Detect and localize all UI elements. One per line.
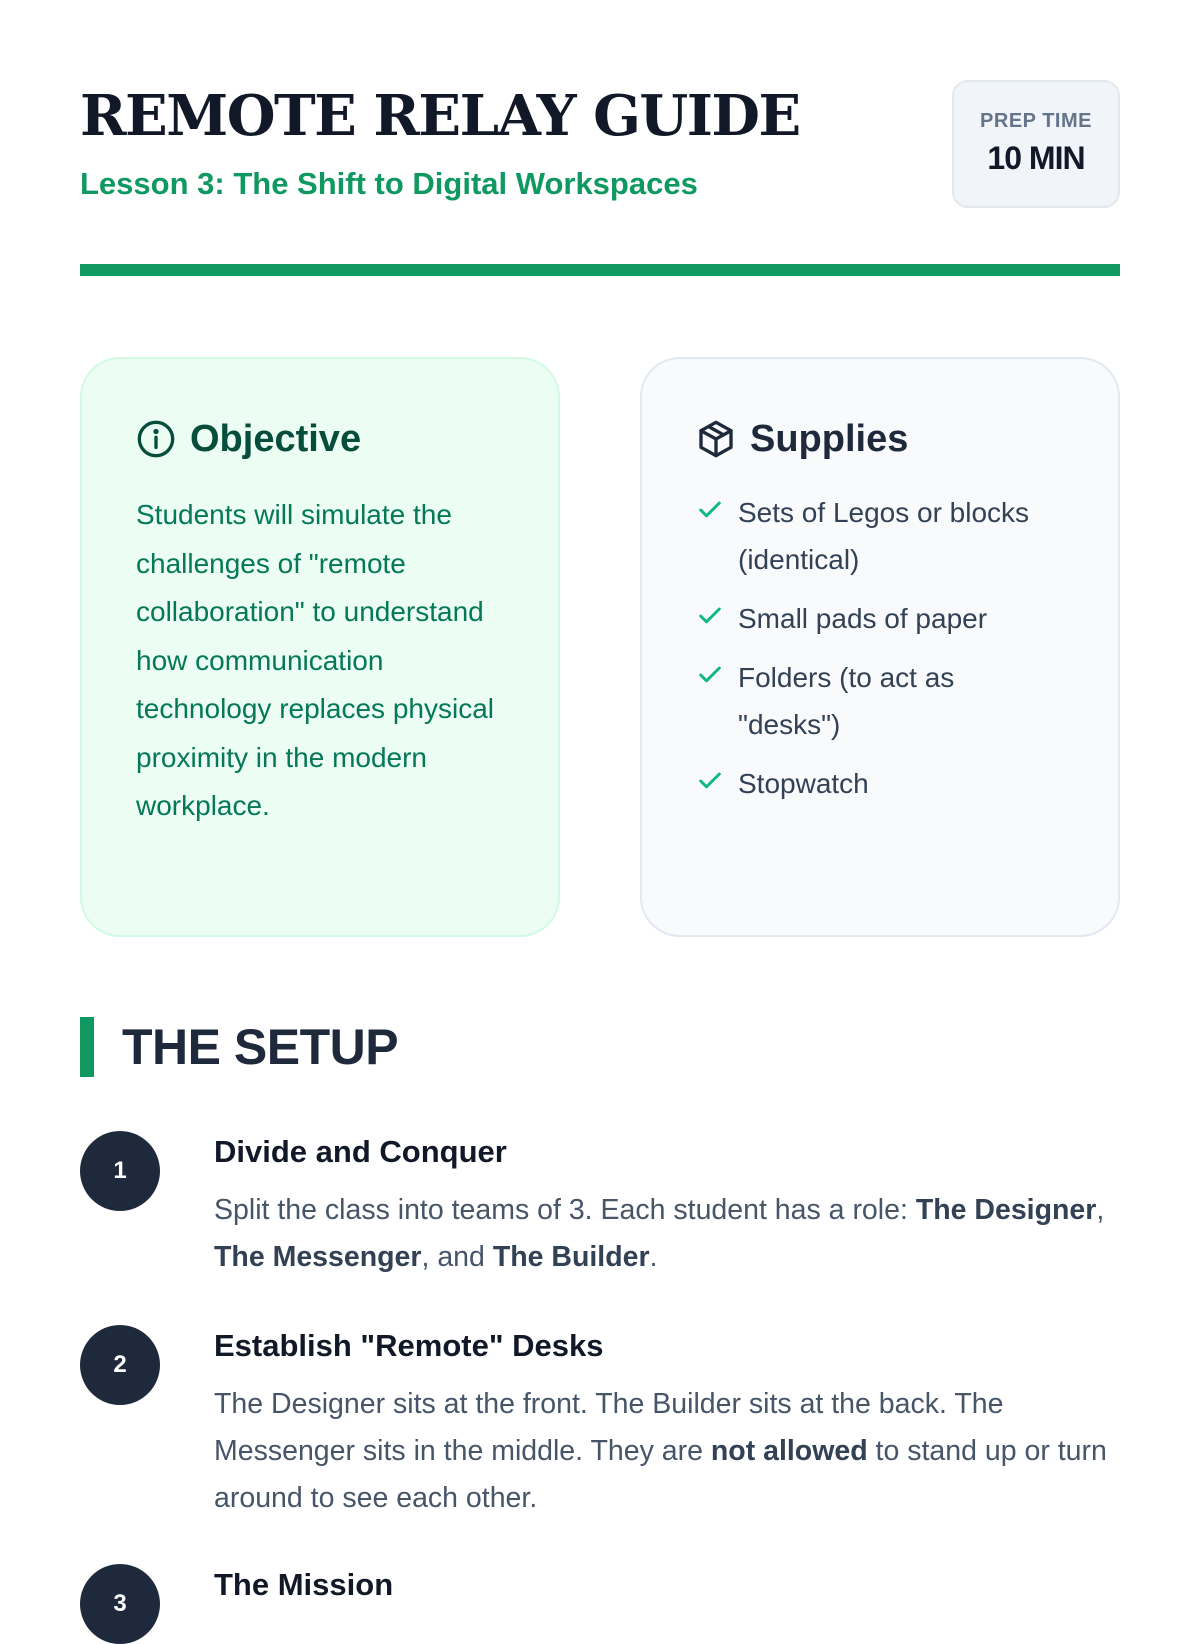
section-title: THE SETUP [122, 1019, 399, 1075]
check-icon [696, 597, 724, 625]
setup-section-header [80, 1017, 398, 1077]
step-title: Establish "Remote" Desks [214, 1328, 604, 1363]
supply-item-label: Sets of Legos or blocks (identical) [738, 497, 1030, 575]
section-accent-bar [80, 1017, 94, 1077]
step-text: The Designer sits at the front. The Builder sits at the back. The Messenger sits in the middle. They are not allowed to stand up or turn around to see each other. [214, 1388, 1107, 1514]
step-text: Split the class into teams of 3. Each student has a role: The Designer, The Messenger, and The Builder. [214, 1194, 1105, 1273]
prep-time-badge [952, 80, 1120, 208]
supplies-header [696, 409, 1064, 469]
step-title: Divide and Conquer [214, 1134, 507, 1169]
supply-item-label: Stopwatch [738, 768, 869, 799]
page-title: REMOTE RELAY GUIDE [80, 83, 800, 149]
package-icon [696, 419, 736, 459]
list-item [696, 595, 1064, 642]
step-title: The Mission [214, 1567, 394, 1602]
header-divider [80, 264, 1120, 276]
list-item [696, 654, 1064, 748]
prep-time-value: 10 MIN [987, 140, 1085, 176]
step-number-badge: 2 [80, 1325, 160, 1405]
header [80, 80, 1120, 210]
step-number-badge: 3 [80, 1564, 160, 1644]
step-number-badge: 1 [80, 1131, 160, 1211]
info-icon [136, 419, 176, 459]
supplies-list [696, 489, 1064, 807]
step-body [214, 1325, 1120, 1522]
objective-text: Students will simulate the challenges of "remote collaboration" to understand how communication technology replaces physical proximity in the modern workplace. [136, 499, 494, 821]
step-body [214, 1131, 1120, 1281]
objective-card [80, 357, 560, 937]
objective-header [136, 409, 504, 469]
supply-item-label: Folders (to act as "desks") [738, 662, 955, 740]
prep-time-label: PREP TIME [980, 110, 1092, 132]
list-item [696, 760, 1064, 807]
check-icon [696, 491, 724, 519]
check-icon [696, 762, 724, 790]
check-icon [696, 656, 724, 684]
supply-item-label: Small pads of paper [738, 603, 988, 634]
list-item [696, 489, 1064, 583]
objective-heading: Objective [190, 417, 362, 460]
supplies-heading: Supplies [750, 417, 909, 460]
lesson-subtitle: Lesson 3: The Shift to Digital Workspaces [80, 166, 698, 201]
supplies-card [640, 357, 1120, 937]
